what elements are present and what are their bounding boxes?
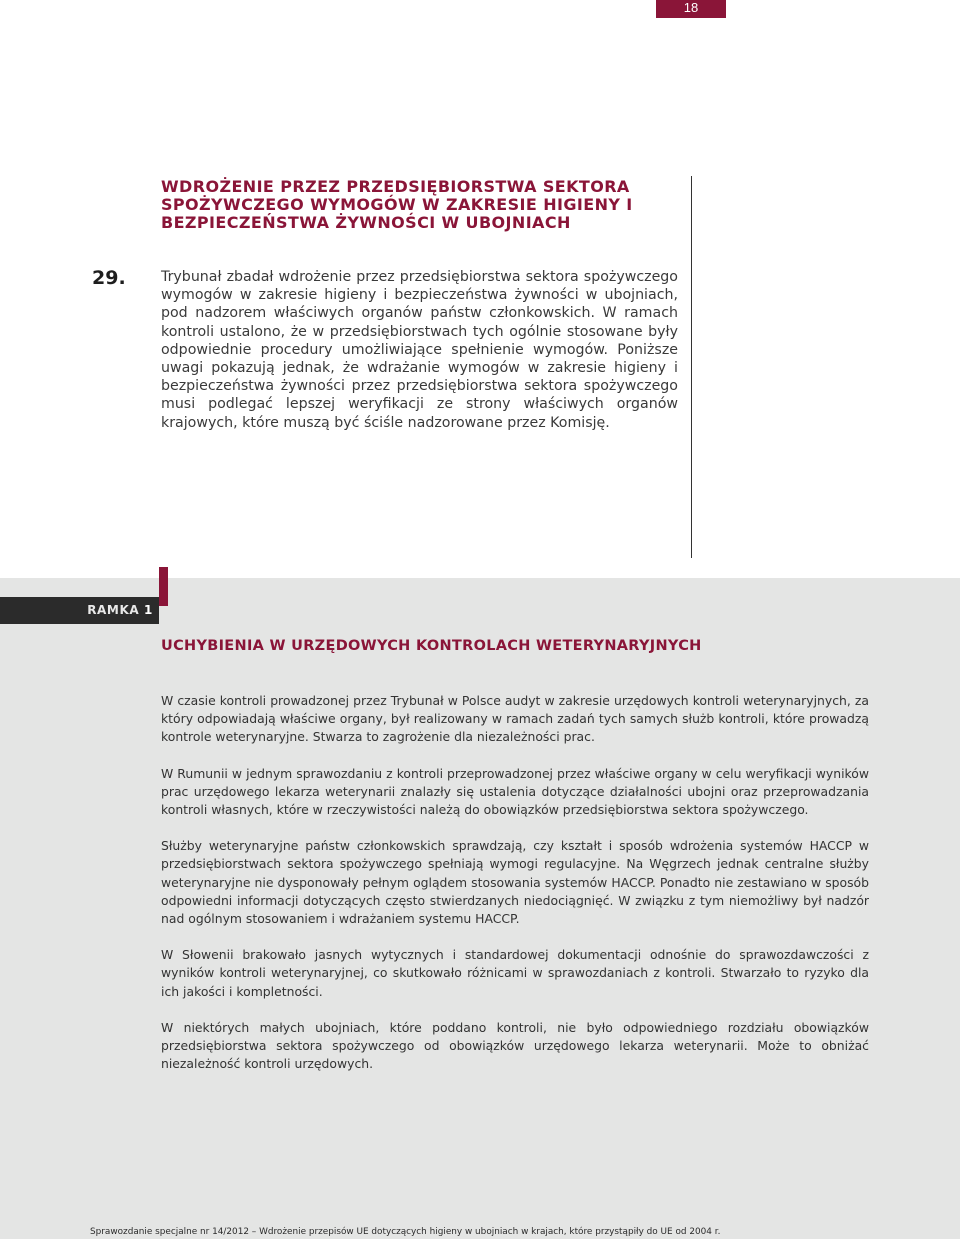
box-title: UCHYBIENIA W URZĘDOWYCH KONTROLACH WETERYNARYJNYCH (161, 638, 702, 654)
section-title: WDROŻENIE PRZEZ PRZEDSIĘBIORSTWA SEKTORA SPOŻYWCZEGO WYMOGÓW W ZAKRESIE HIGIENY I BEZPIECZEŃSTWA ŻYWNOŚCI W UBOJNIACH (161, 177, 633, 232)
footer-text: Sprawozdanie specjalne nr 14/2012 – Wdrożenie przepisów UE dotyczących higieny w ubojniach w krajach, które przystąpiły do UE od 2004 r. (90, 1227, 721, 1237)
box-paragraph-hungary: Służby weterynaryjne państw członkowskich sprawdzają, czy kształt i sposób wdrożenia systemów HACCP w przedsiębiorstwach sektora spożywczego spełniają wymogi regulacyjne. Na Węgrzech jednak centralne służby weterynaryjne nie dysponowały pełnym oglądem stosowania systemów HACCP. Ponadto nie zestawiano w sposób odpowiedni informacji dotyczących często stwierdzanych niedociągnięć. W związku z tym niemożliwy był nadzór nad ogólnym stosowaniem i wdrażaniem systemu HACCP. (161, 838, 869, 927)
column-divider (691, 176, 692, 558)
box-label-tab (0, 597, 159, 624)
box-label-number: 1 (144, 603, 153, 617)
box-body (161, 692, 869, 1091)
box-paragraph-small-slaughterhouses: W niektórych małych ubojniach, które poddano kontroli, nie było odpowiedniego rozdziału obowiązków przedsiębiorstwa sektora spożywczego od obowiązków urzędowego lekarza weterynarii. Może to obniżać niezależność kontroli urzędowych. (161, 1019, 869, 1072)
page-number: 18 (656, 0, 726, 18)
box-label (87, 597, 153, 624)
box-label-word: RAMKA (87, 603, 140, 617)
paragraph-number: 29. (92, 267, 126, 289)
paragraph-text: Trybunał zbadał wdrożenie przez przedsiębiorstwa sektora spożywczego wymogów w zakresie higieny i bezpieczeństwa żywności w ubojniach, pod nadzorem właściwych organów państw członkowskich. W ramach kontroli ustalono, że w przedsiębiorstwach tych ogólnie stosowane były odpowiednie procedury umożliwiające spełnienie wymogów. Poniższe uwagi pokazują jednak, że wdrażanie wymogów w zakresie higieny i bezpieczeństwa żywności przez przedsiębiorstwa sektora spożywczego musi podlegać lepszej weryfikacji ze strony właściwych organów krajowych, które muszą być ściśle nadzorowane przez Komisję. (161, 269, 678, 431)
box-paragraph-romania: W Rumunii w jednym sprawozdaniu z kontroli przeprowadzonej przez właściwe organy w celu weryfikacji wyników prac urzędowego lekarza weterynarii znalazły się ustalenia dotyczące działalności ubojni oraz przeprowadzania kontroli własnych, które w rzeczywistości należą do obowiązków przedsiębiorstwa sektora spożywczego. (161, 765, 869, 818)
box-paragraph-poland: W czasie kontroli prowadzonej przez Trybunał w Polsce audyt w zakresie urzędowych kontroli weterynaryjnych, za który odpowiadają właściwe organy, był realizowany w ramach zadań tych samych służb kontroli, które prowadzą kontrole weterynaryjne. Stwarza to zagrożenie dla niezależności prac. (161, 693, 869, 745)
box-paragraph-slovenia: W Słowenii brakowało jasnych wytycznych i standardowej dokumentacji odnośnie do sprawozdawczości z wyników kontroli weterynaryjnej, co skutkowało różnicami w sprawozdaniach z kontroli. Stwarzało to ryzyko dla ich jakości i kompletności. (161, 947, 869, 999)
box-accent-marker (159, 567, 168, 606)
